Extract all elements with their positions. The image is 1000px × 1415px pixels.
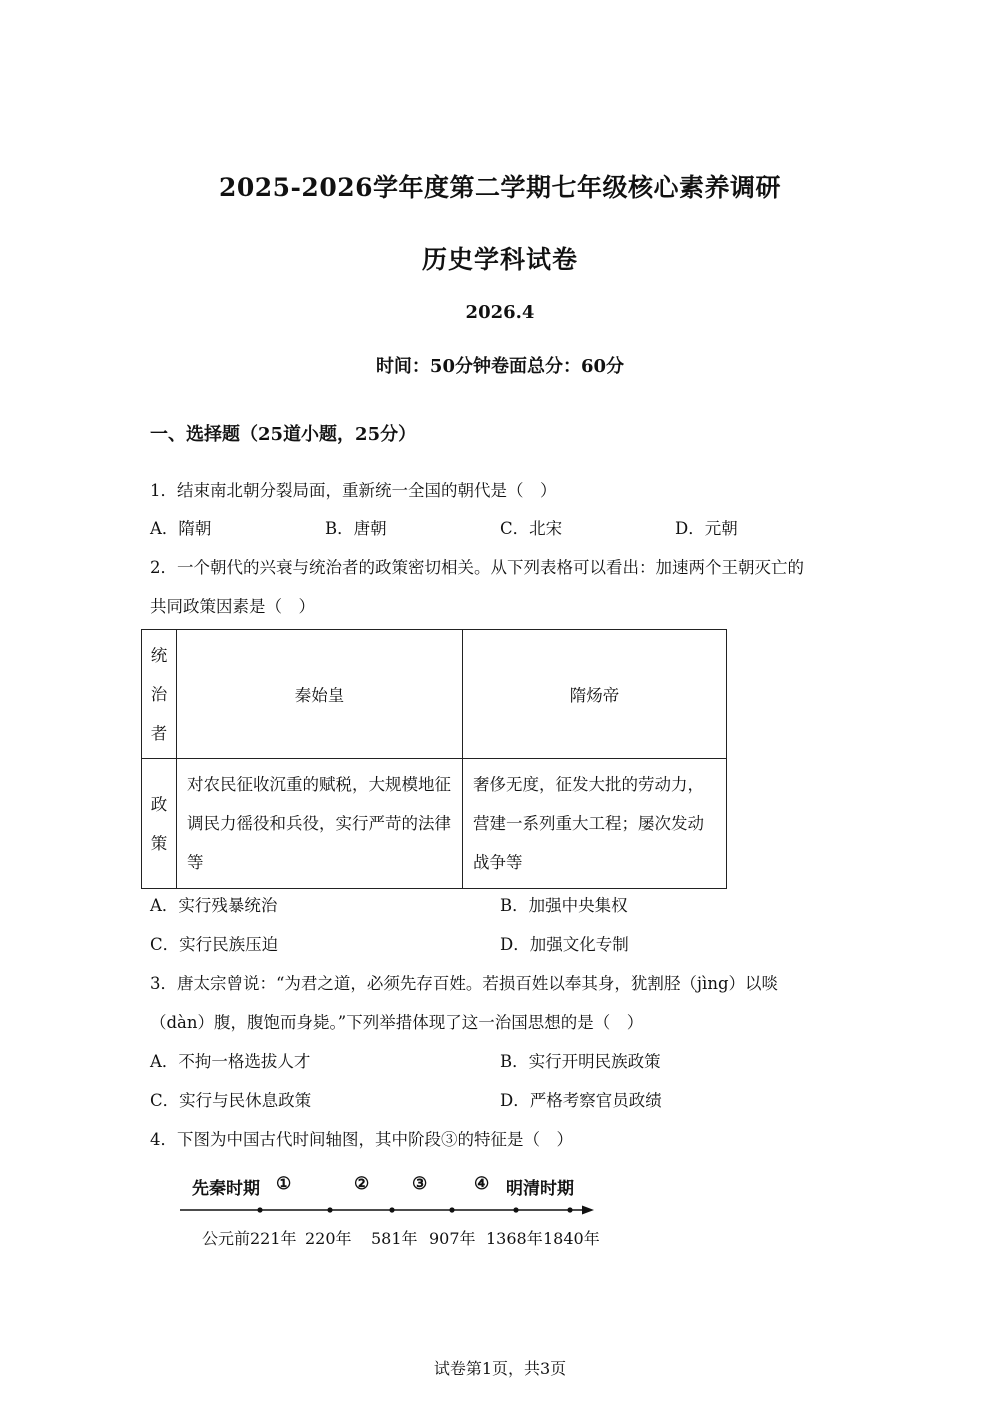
question-3-option-a: A．不拘一格选拔人才 [150,1052,311,1071]
timeline-year-220: 220年 [305,1229,352,1248]
exam-time-info: 时间：50分钟卷面总分：60分 [375,356,625,377]
timeline-label-stage-1: ① [276,1174,292,1194]
question-1-option-d: D．元朝 [675,519,738,538]
question-3-option-d: D．严格考察官员政绩 [500,1091,662,1110]
header-char: 政 [150,794,168,814]
timeline-label-stage-2: ② [354,1174,370,1194]
timeline-label-stage-4: ④ [474,1174,490,1194]
policy-qin-shihuang: 对农民征收沉重的赋税，大规模地征调民力徭役和兵役，实行严苛的法律等 [177,759,463,889]
dynasty-comparison-table [141,629,727,889]
question-2-option-c: C．实行民族压迫 [150,935,279,954]
question-4-stem: 4．下图为中国古代时间轴图，其中阶段③的特征是（ ） [150,1130,573,1149]
timeline-year-1840: 1840年 [543,1229,600,1248]
question-1-stem: 1．结束南北朝分裂局面，重新统一全国的朝代是（ ） [150,481,557,500]
exam-title-line2: 历史学科试卷 [421,245,578,274]
section-title: 一、选择题（25道小题，25分） [150,424,417,445]
question-2-stem-line2: 共同政策因素是（ ） [150,597,315,616]
table-header-ruler [142,630,177,759]
question-3-stem-line1: 3．唐太宗曾说：“为君之道，必须先存百姓。若损百姓以奉其身，犹割胫（jìng）以啖 [150,974,779,993]
question-1-option-b: B．唐朝 [325,519,387,538]
question-2-stem-line1: 2．一个朝代的兴衰与统治者的政策密切相关。从下列表格可以看出：加速两个王朝灭亡的 [150,558,804,577]
header-char: 者 [150,723,168,743]
exam-date: 2026.4 [465,302,535,323]
question-2-option-d: D．加强文化专制 [500,935,629,954]
question-2-option-a: A．实行残暴统治 [150,896,278,915]
timeline-label-pre-qin: 先秦时期 [192,1179,260,1199]
question-3-option-b: B．实行开明民族政策 [500,1052,661,1071]
ruler-qin-shihuang: 秦始皇 [177,630,463,759]
ruler-sui-yangdi: 隋炀帝 [463,630,727,759]
timeline-axis [178,1202,598,1222]
question-3-stem-line2: （dàn）腹，腹饱而身毙。”下列举措体现了这一治国思想的是（ ） [150,1013,644,1032]
header-char: 治 [150,684,168,704]
header-char: 策 [150,833,168,853]
timeline-label-ming-qing: 明清时期 [506,1179,574,1199]
timeline-year-581: 581年 [371,1229,418,1248]
question-2-option-b: B．加强中央集权 [500,896,628,915]
timeline-year-1368: 1368年 [486,1229,543,1248]
history-timeline-figure [178,1170,608,1260]
table-row [142,759,727,889]
question-1-option-a: A．隋朝 [150,519,212,538]
policy-sui-yangdi: 奢侈无度，征发大批的劳动力，营建一系列重大工程；屡次发动战争等 [463,759,727,889]
table-row [142,630,727,759]
question-3-option-c: C．实行与民休息政策 [150,1091,312,1110]
timeline-label-stage-3: ③ [412,1174,428,1194]
table-header-policy [142,759,177,889]
page-footer: 试卷第1页，共3页 [433,1359,567,1378]
exam-title-line1: 2025-2026学年度第二学期七年级核心素养调研 [218,173,782,202]
question-1-option-c: C．北宋 [500,519,563,538]
header-char: 统 [150,645,168,665]
timeline-year-907: 907年 [429,1229,476,1248]
timeline-year-221bc: 公元前221年 [202,1229,297,1248]
